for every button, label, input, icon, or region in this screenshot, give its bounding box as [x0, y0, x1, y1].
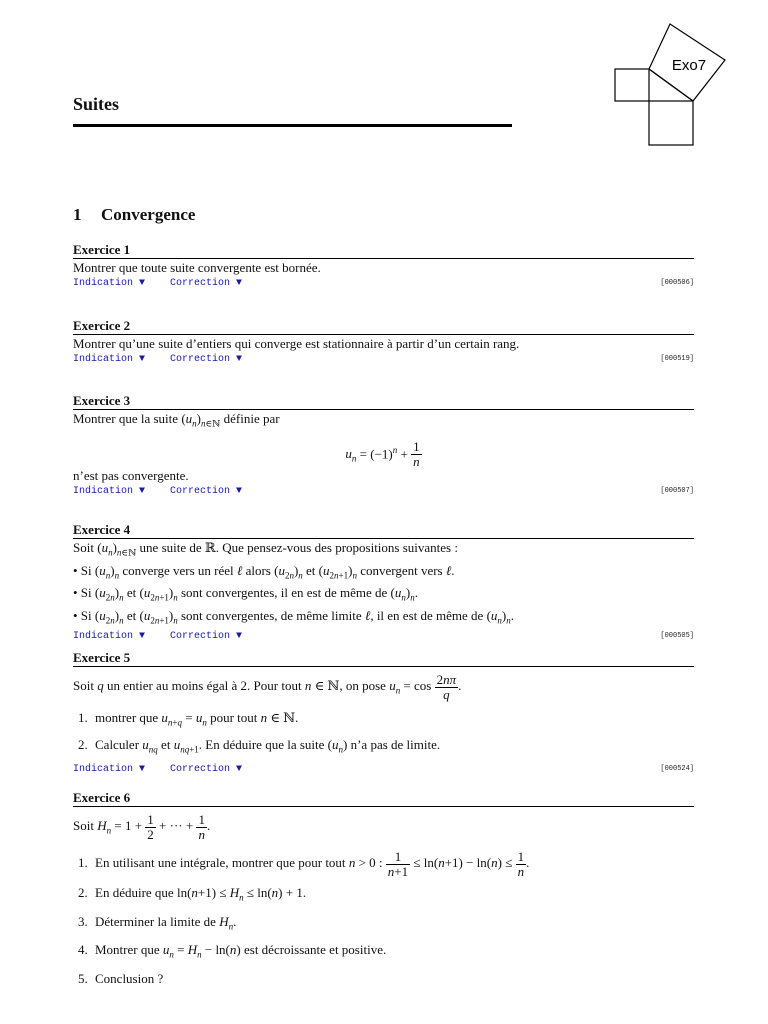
- logo-text: Exo7: [671, 57, 707, 74]
- question-item: 2. Calculer $u_{nq}$ et $u_{nq+1}$. En déduire que la suite $(u_n)$ n’a pas de limite.: [91, 734, 694, 761]
- question-item: 1. En utilisant une intégrale, montrer que pour tout n > 0 : $\frac{1}{n+1}$ ≤ ln(n+1) − ln(n) ≤ $\frac{1}{n}$ .: [91, 845, 694, 881]
- exercise-text: Soit $(u_n)_{n\in ℕ}$ une suite de ℝ. Que pensez-vous des propositions suivantes :: [73, 540, 458, 558]
- correction-link[interactable]: Correction ▼: [170, 485, 243, 497]
- exercise-title: Exercice 1: [73, 242, 694, 259]
- exercise-code: [000519]: [660, 355, 694, 363]
- exercise-links: [73, 631, 694, 645]
- exercise-text: Montrer qu’une suite d’entiers qui converge est stationnaire à partir d’un certain rang.: [73, 336, 520, 351]
- exercise-links: [73, 486, 694, 500]
- indication-link[interactable]: Indication ▼: [73, 764, 146, 776]
- bullet-item: • Si $(u_{2n})_n$ et $(u_{2n+1})_n$ sont convergentes, il en est de même de $(u_n)_n$.: [73, 585, 418, 603]
- section-title-text: Convergence: [101, 205, 196, 224]
- exercise-1: [73, 242, 694, 292]
- question-item: 3. Déterminer la limite de $H_n$.: [91, 910, 694, 939]
- exercise-title: Exercice 4: [73, 522, 694, 539]
- exercise-title: Exercice 2: [73, 318, 694, 335]
- correction-link[interactable]: Correction ▼: [170, 764, 243, 776]
- bullet-item: • Si $(u_n)_n$ converge vers un réel ℓ alors $(u_{2n})_n$ et $(u_{2n+1})_n$ convergent vers ℓ.: [73, 562, 455, 581]
- exercise-code: [000506]: [660, 279, 694, 287]
- indication-link[interactable]: Indication ▼: [73, 631, 146, 643]
- exercise-text: Montrer que la suite $(u_n)_{n\in ℕ}$ définie par: [73, 411, 280, 429]
- exercise-code: [000505]: [660, 632, 694, 641]
- exercise-text: n’est pas convergente.: [73, 467, 189, 483]
- indication-link[interactable]: Indication ▼: [73, 485, 146, 497]
- exercise-title: Exercice 3: [73, 393, 694, 410]
- question-item: 2. En déduire que $\ln(n+1) \le H_n \le \ln(n) + 1$.: [91, 881, 694, 910]
- question-item: 5. Conclusion ?: [91, 967, 694, 990]
- exercise-links: [73, 278, 694, 292]
- exercise-text: Soit $H_n = 1$ + $\frac{1}{2}$ + ··· + $\frac{1}{n}$ .: [73, 811, 211, 842]
- correction-link[interactable]: Correction ▼: [170, 631, 243, 643]
- exercise-3: [73, 393, 694, 500]
- exercise-text: Soit q un entier au moins égal à 2. Pour tout n ∈ ℕ, on pose $u_n = \cos$ $\frac{2n\pi}{q}$ .: [73, 671, 462, 702]
- section-title: [73, 205, 195, 225]
- question-list: [73, 845, 694, 990]
- section-number: 1: [73, 205, 82, 224]
- question-list: [73, 707, 694, 760]
- document-title: Suites: [73, 94, 120, 114]
- exo7-logo: [612, 20, 732, 150]
- formula: $u_n = (-1)^n$ + $\frac{1}{n}$: [345, 439, 420, 470]
- indication-link[interactable]: Indication ▼: [73, 278, 146, 289]
- exercise-links: [73, 354, 694, 368]
- exercise-code: [000507]: [660, 486, 694, 495]
- exercise-title: Exercice 6: [73, 790, 694, 807]
- exercise-2: [73, 318, 694, 368]
- exercise-6: [73, 790, 694, 990]
- exercise-4: [73, 522, 694, 645]
- exercise-links: [73, 764, 694, 778]
- exercise-text: Montrer que toute suite convergente est bornée.: [73, 260, 321, 275]
- title-rule: [73, 124, 512, 127]
- correction-link[interactable]: Correction ▼: [170, 278, 243, 289]
- question-item: 1. montrer que $u_{n+q} = u_n$ pour tout n ∈ ℕ.: [91, 707, 694, 734]
- exercise-title: Exercice 5: [73, 650, 694, 667]
- correction-link[interactable]: Correction ▼: [170, 354, 243, 365]
- question-item: 4. Montrer que $u_n = H_n - \ln(n)$ est décroissante et positive.: [91, 938, 694, 967]
- bullet-item: • Si $(u_{2n})_n$ et $(u_{2n+1})_n$ sont convergentes, de même limite ℓ, il en est de même de $(u_n)_n$.: [73, 607, 514, 626]
- exercise-code: [000524]: [660, 765, 694, 774]
- indication-link[interactable]: Indication ▼: [73, 354, 146, 365]
- exercise-5: [73, 650, 694, 778]
